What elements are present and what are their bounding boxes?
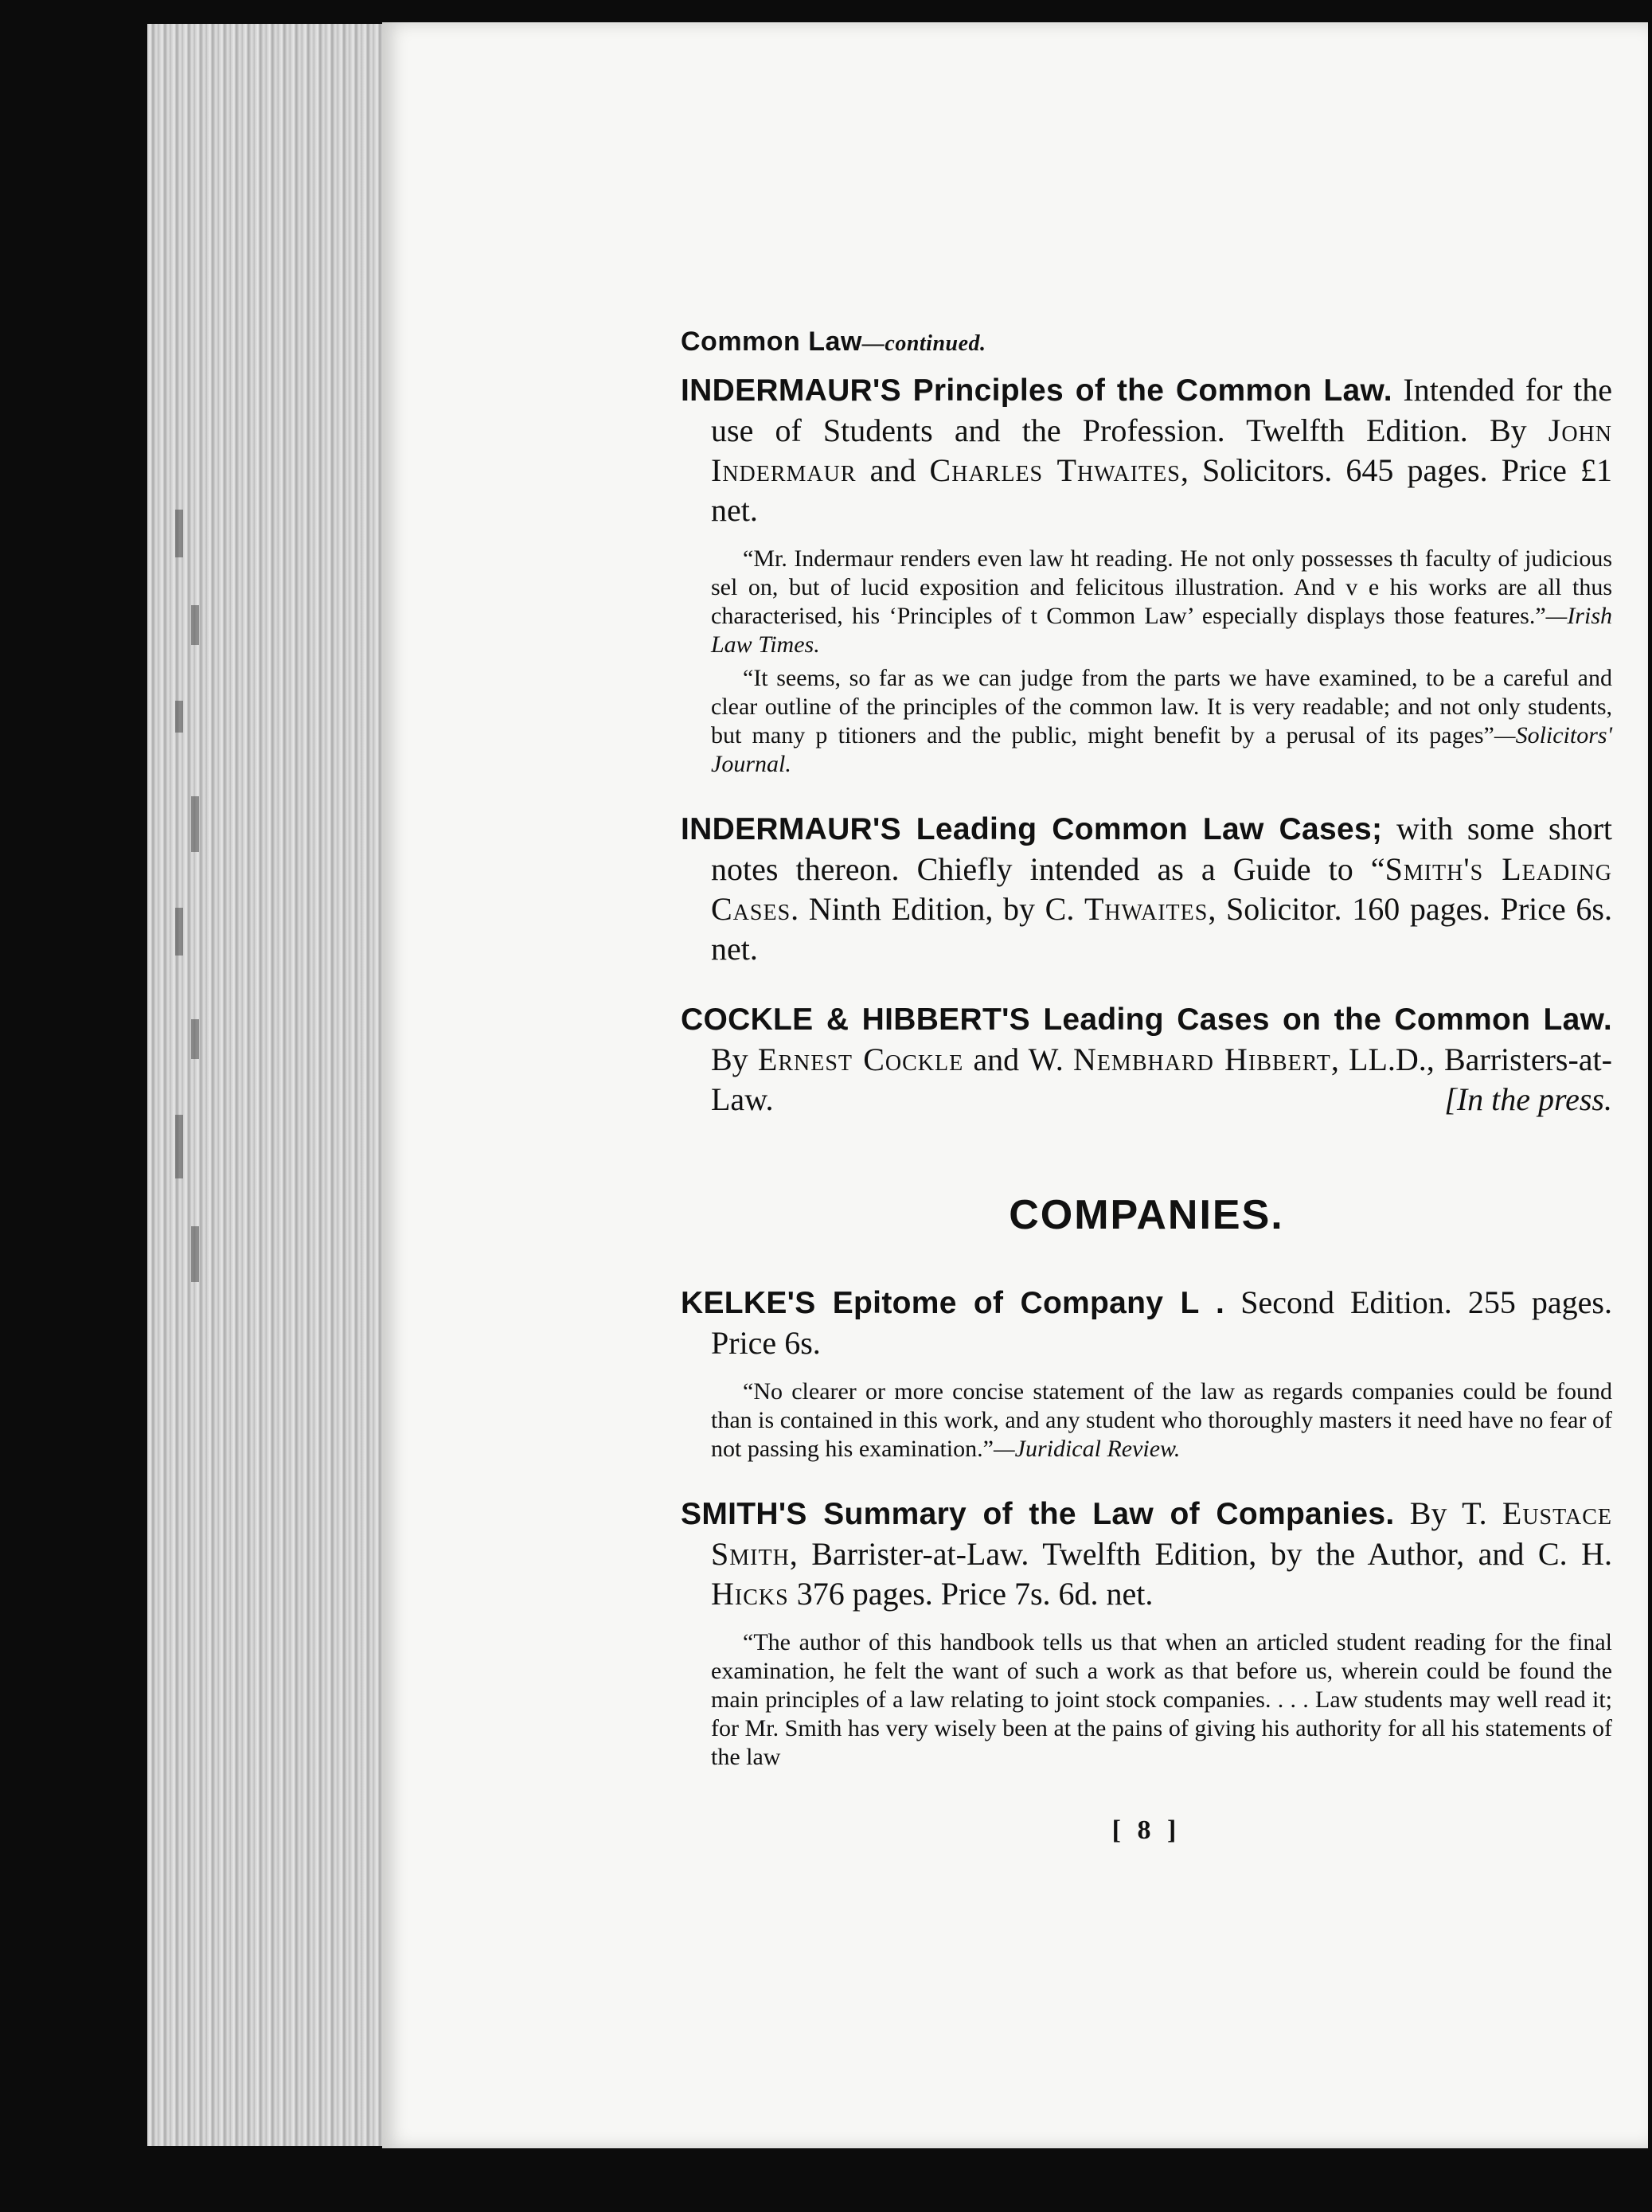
review-text: “The author of this handbook tells us that when an articled student reading for the final examination, he felt the want of such a work as that before us, wherein could be found the main principles of a law relating to joint stock companies. . . . Law students may well read it; for Mr. Smith has very wisely been at the pains of giving his authority for all his statements of the law: [711, 1629, 1612, 1770]
page-number: [ 8 ]: [1111, 1815, 1181, 1845]
book-entry: [681, 370, 1612, 779]
entry-text: Intended for the use of Students and the Profession.: [711, 372, 1612, 448]
review-source: —Solicitors' Journal.: [711, 722, 1612, 777]
entry-title: SMITH'S Summary of the Law of Companies.: [681, 1497, 1395, 1531]
entry-text: By T.: [1394, 1495, 1502, 1531]
author-name: Eustace Smith: [711, 1495, 1612, 1572]
gutter-bleed-marks: [159, 494, 255, 1370]
entry-description: [681, 809, 1612, 969]
book-entry: [681, 1494, 1612, 1772]
entry-text: and W.: [963, 1042, 1073, 1077]
running-heading: [681, 326, 1612, 358]
review-source: —Juridical Review.: [993, 1436, 1181, 1462]
author-name: Hicks: [711, 1576, 789, 1612]
entry-text: Twelfth Edition. By: [1246, 412, 1549, 448]
book-entry: [681, 1283, 1612, 1464]
press-note: [In the press.: [1444, 1081, 1612, 1117]
author-name: Thwaites: [1084, 891, 1209, 927]
review-text: “It seems, so far as we can judge from the parts we have examined, to be a careful and clear outline of the principles of the common law. It is very readable; and not only students, but many p titioners and the public, might benefit by a perusal of its pages”: [711, 665, 1612, 748]
entry-title: INDERMAUR'S Leading Common Law Cases;: [681, 812, 1383, 846]
entry-text: , Solicitors. 645 pages. Price £1 net.: [711, 452, 1612, 528]
section-heading-companies: COMPANIES.: [1009, 1192, 1284, 1238]
entry-text: with some short notes thereon. Chiefly intended as a Guide to “: [711, 811, 1612, 887]
review-quote: [711, 1378, 1612, 1464]
work-title: Smith's Leading Cases: [711, 851, 1612, 927]
entry-text: , LL.D., Barristers-at-Law.: [711, 1042, 1612, 1117]
book-entry: [681, 999, 1612, 1120]
entry-title: COCKLE & HIBBERT'S Leading Cases on the Common Law.: [681, 1002, 1612, 1037]
entry-text: , Barrister-at-Law. Twelfth Edition, by the Author, and C. H.: [789, 1536, 1612, 1572]
scan-top-border: [382, 0, 1652, 22]
author-name: John Indermaur: [711, 412, 1612, 488]
section-title: Common Law: [681, 326, 862, 357]
entry-text: 376 pages. Price 7s. 6d. net.: [788, 1576, 1154, 1612]
review-quote: [711, 664, 1612, 779]
entry-description: [681, 370, 1612, 530]
review-source: —Irish Law Times.: [711, 603, 1612, 658]
entry-text: By: [711, 1042, 758, 1077]
review-quote: [711, 1628, 1612, 1772]
entry-description: [681, 1283, 1612, 1363]
review-text: “No clearer or more concise statement of the law as regards companies could be found than is contained in this work, and any student who thoroughly masters it need have no fear of not passing his examination.”: [711, 1378, 1612, 1462]
entry-description: [681, 999, 1612, 1120]
book-entry: [681, 809, 1612, 969]
author-name: Ernest Cockle: [757, 1042, 964, 1077]
review-text: “Mr. Indermaur renders even law ht reading. He not only possesses th faculty of judicious sel on, but of lucid exposition and felicitous illustration. And v e his works are all thus characterised, his ‘Principles of t Common Law’ especially displays those features.”: [711, 545, 1612, 629]
author-name: Charles Thwaites: [929, 452, 1181, 488]
entry-title: KELKE'S Epitome of Company L .: [681, 1286, 1225, 1320]
page-content: [681, 326, 1612, 1846]
entry-title: INDERMAUR'S Principles of the Common Law.: [681, 373, 1392, 408]
entry-text: . Ninth Edition, by C.: [791, 891, 1084, 927]
author-name: Nembhard Hibbert: [1072, 1042, 1331, 1077]
continued-label: —continued.: [861, 331, 986, 356]
entry-description: [681, 1494, 1612, 1614]
entry-text: Second Edition. 255 pages. Price 6s.: [711, 1284, 1612, 1361]
entry-text: , Solicitor. 160 pages. Price 6s. net.: [711, 891, 1612, 967]
entry-text: and: [856, 452, 930, 488]
review-quote: [711, 545, 1612, 659]
